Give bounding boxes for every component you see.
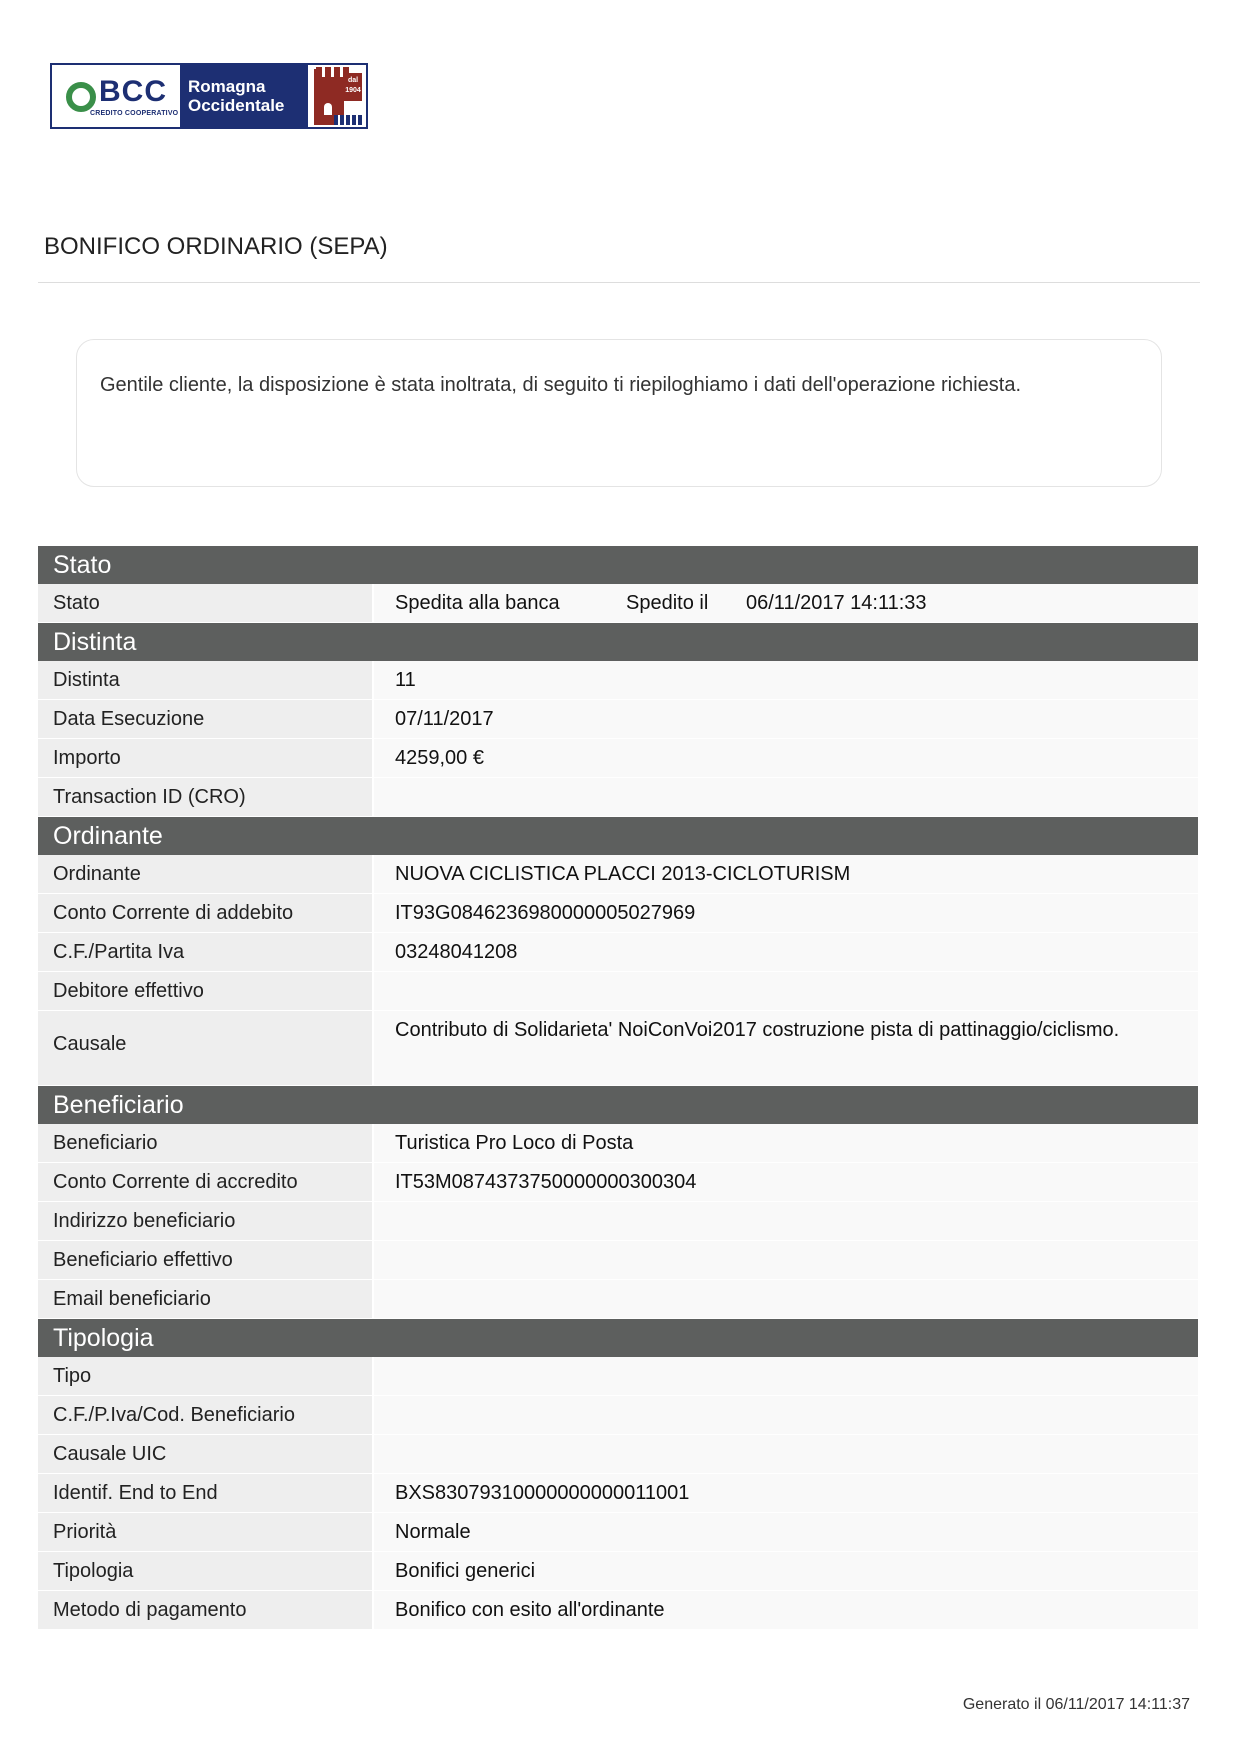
row-metodo-pagamento (38, 1591, 1198, 1630)
row-value: IT93G0846236980000005027969 (374, 894, 1198, 932)
row-beneficiario (38, 1124, 1198, 1163)
row-value: BXS83079310000000000011001 (374, 1474, 1198, 1512)
logo-bank-name (180, 65, 308, 127)
row-transaction-id (38, 778, 1198, 817)
logo-name-line2: Occidentale (188, 96, 285, 115)
row-value: 11 (374, 661, 1198, 699)
row-value: IT53M0874373750000000300304 (374, 1163, 1198, 1201)
logo-name-line1: Romagna (188, 77, 266, 96)
confirmation-notice: Gentile cliente, la disposizione è stata inoltrata, di seguito ti riepiloghiamo i dati dell'operazione richiesta. (76, 339, 1162, 487)
row-end-to-end (38, 1474, 1198, 1513)
row-label: Data Esecuzione (38, 700, 372, 738)
row-value: Normale (374, 1513, 1198, 1551)
tower-base (334, 115, 362, 125)
page-title: BONIFICO ORDINARIO (SEPA) (44, 233, 388, 260)
row-label: Email beneficiario (38, 1280, 372, 1318)
generated-timestamp: Generato il 06/11/2017 14:11:37 (962, 1696, 1190, 1713)
row-email-beneficiario (38, 1280, 1198, 1319)
logo-tagline: CREDITO COOPERATIVO (90, 110, 179, 117)
row-value (374, 778, 1198, 816)
section-header-tipologia: Tipologia (38, 1319, 1198, 1357)
row-value: Turistica Pro Loco di Posta (374, 1124, 1198, 1162)
row-value (374, 972, 1198, 1010)
row-value: 07/11/2017 (374, 700, 1198, 738)
row-tipologia (38, 1552, 1198, 1591)
bcc-logo-mark (52, 65, 180, 127)
row-value (374, 1396, 1198, 1434)
row-label: Causale (38, 1011, 372, 1085)
row-data-esecuzione (38, 700, 1198, 739)
row-cod-beneficiario (38, 1396, 1198, 1435)
row-value: NUOVA CICLISTICA PLACCI 2013-CICLOTURISM (374, 855, 1198, 893)
bcc-circle-icon (66, 82, 96, 112)
row-value: Bonifico con esito all'ordinante (374, 1591, 1198, 1629)
row-beneficiario-effettivo (38, 1241, 1198, 1280)
row-debitore-effettivo (38, 972, 1198, 1011)
row-value (374, 1241, 1198, 1279)
logo-brand: BCC (99, 75, 167, 108)
row-causale-uic (38, 1435, 1198, 1474)
row-label: C.F./P.Iva/Cod. Beneficiario (38, 1396, 372, 1434)
logo-since (344, 73, 362, 101)
row-label: Importo (38, 739, 372, 777)
row-label: Indirizzo beneficiario (38, 1202, 372, 1240)
row-value (374, 1202, 1198, 1240)
logo-since-line1: dal (347, 77, 359, 84)
row-label: Distinta (38, 661, 372, 699)
row-ordinante (38, 855, 1198, 894)
tower-door (324, 103, 332, 115)
row-label: Debitore effettivo (38, 972, 372, 1010)
section-header-ordinante: Ordinante (38, 817, 1198, 855)
row-value: Bonifici generici (374, 1552, 1198, 1590)
sent-label: Spedito il (626, 592, 709, 614)
row-indirizzo-beneficiario (38, 1202, 1198, 1241)
transfer-details (38, 546, 1198, 1630)
row-label: Ordinante (38, 855, 372, 893)
section-header-beneficiario: Beneficiario (38, 1086, 1198, 1124)
row-value (374, 1357, 1198, 1395)
row-conto-addebito (38, 894, 1198, 933)
row-label: Transaction ID (CRO) (38, 778, 372, 816)
row-label: Tipo (38, 1357, 372, 1395)
sent-timestamp: 06/11/2017 14:11:33 (746, 592, 927, 614)
row-value (374, 584, 1198, 622)
title-divider (38, 282, 1200, 283)
row-value: Contributo di Solidarieta' NoiConVoi2017 costruzione pista di pattinaggio/ciclismo. (374, 1011, 1198, 1085)
row-label: Metodo di pagamento (38, 1591, 372, 1629)
tower-icon (308, 65, 366, 127)
row-label: Conto Corrente di accredito (38, 1163, 372, 1201)
row-conto-accredito (38, 1163, 1198, 1202)
row-label: Causale UIC (38, 1435, 372, 1473)
row-importo (38, 739, 1198, 778)
bank-logo (50, 63, 368, 129)
row-partita-iva (38, 933, 1198, 972)
row-label: Tipologia (38, 1552, 372, 1590)
row-label: Beneficiario effettivo (38, 1241, 372, 1279)
row-priorita (38, 1513, 1198, 1552)
section-header-stato: Stato (38, 546, 1198, 584)
row-label: Identif. End to End (38, 1474, 372, 1512)
logo-since-line2: 1904 (345, 87, 361, 94)
row-label: Stato (38, 584, 372, 622)
row-stato (38, 584, 1198, 623)
row-tipo (38, 1357, 1198, 1396)
row-distinta (38, 661, 1198, 700)
row-label: C.F./Partita Iva (38, 933, 372, 971)
row-label: Priorità (38, 1513, 372, 1551)
section-header-distinta: Distinta (38, 623, 1198, 661)
row-value (374, 1280, 1198, 1318)
row-value: 4259,00 € (374, 739, 1198, 777)
row-causale (38, 1011, 1198, 1086)
row-value (374, 1435, 1198, 1473)
row-value: 03248041208 (374, 933, 1198, 971)
status-value: Spedita alla banca (395, 592, 560, 614)
row-label: Beneficiario (38, 1124, 372, 1162)
row-label: Conto Corrente di addebito (38, 894, 372, 932)
